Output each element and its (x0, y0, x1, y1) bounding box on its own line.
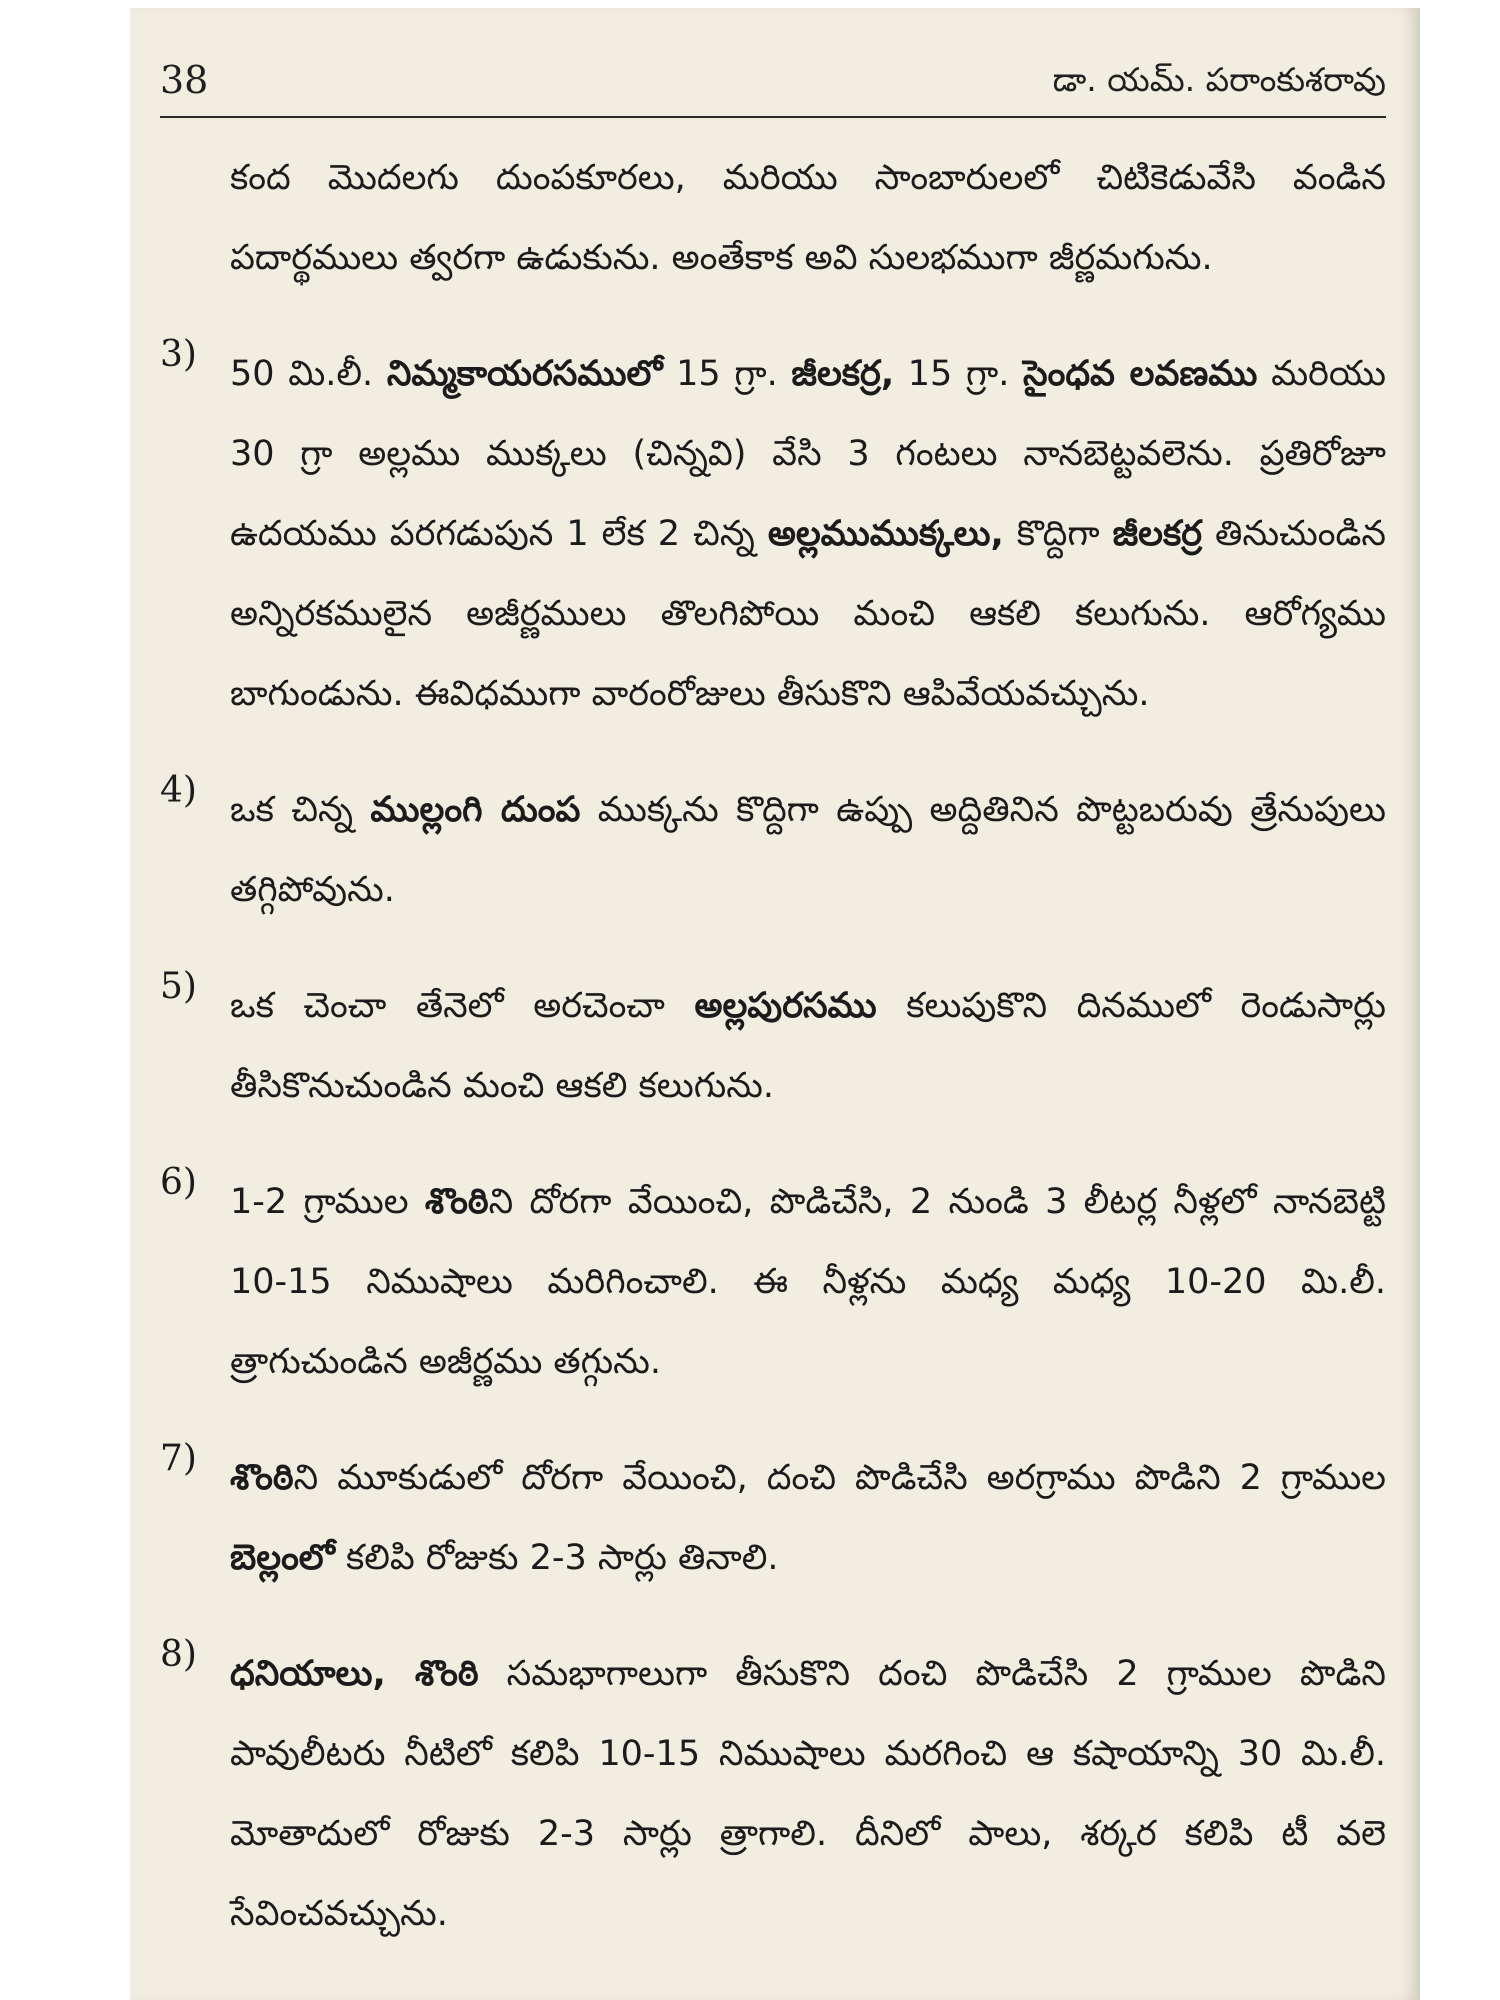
text-run: ముక్కను కొద్దిగా ఉప్పు అద్దితినిన పొట్టబరువు త్రేనుపులు తగ్గిపోవును. (230, 790, 1386, 910)
list-item (160, 966, 1386, 1126)
text-run: 50 మి.లీ. (230, 354, 387, 394)
bold-term: సైంధవ లవణము (1023, 354, 1258, 394)
text-run: మరియు 30 గ్రా అల్లము ముక్కలు (చిన్నవి) వేసి 3 గంటలు నానబెట్టవలెను. ప్రతిరోజూ ఉదయము పరగడుపున 1 లేక 2 చిన్న (230, 354, 1386, 554)
item-text (230, 770, 1386, 930)
page-number: 38 (160, 58, 209, 102)
list-item (160, 334, 1386, 734)
list-item (160, 1438, 1386, 1598)
book-page (130, 8, 1420, 2000)
item-text (230, 1634, 1386, 1954)
list-item (160, 1162, 1386, 1402)
bold-term: నిమ్మకాయరసములో (386, 354, 663, 394)
list-item (160, 770, 1386, 930)
text-run: తినుచుండిన అన్నిరకములైన అజీర్ణములు తొలగిపోయి మంచి ఆకలి కలుగును. ఆరోగ్యము బాగుండును. ఈవిధముగా వారంరోజులు తీసుకొని ఆపివేయవచ్చును. (230, 514, 1387, 714)
bold-term: ముల్లంగి దుంప (370, 790, 581, 830)
running-head: డా. యమ్. పరాంకుశరావు (1052, 60, 1386, 99)
item-number: 4) (160, 770, 197, 811)
text-run: 15 గ్రా. (662, 354, 792, 394)
numbered-list (160, 334, 1386, 1954)
item-number: 6) (160, 1162, 197, 1203)
item-number: 7) (160, 1438, 197, 1479)
text-run: కలుపుకొని దినములో రెండుసార్లు తీసికొనుచుండిన మంచి ఆకలి కలుగును. (230, 986, 1386, 1106)
item-text (230, 334, 1386, 734)
bold-term: జీలకర్ర (1112, 514, 1203, 554)
text-run: కలిపి రోజుకు 2-3 సార్లు తినాలి. (334, 1538, 779, 1578)
bold-term: శొంఠి (424, 1182, 489, 1222)
item-text (230, 1162, 1386, 1402)
text-run: ఒక చెంచా తేనెలో అరచెంచా (230, 986, 695, 1026)
text-run: 15 గ్రా. (894, 354, 1024, 394)
bold-term: అల్లపురసము (694, 986, 877, 1026)
bold-term: ధనియాలు, శొంఠి (230, 1654, 479, 1694)
page-header (160, 58, 1386, 118)
page-content (160, 138, 1386, 1990)
text-run: ఒక చిన్న (230, 790, 371, 830)
text-run: సమభాగాలుగా తీసుకొని దంచి పొడిచేసి 2 గ్రాముల పొడిని పావులీటరు నీటిలో కలిపి 10-15 నిముషాలు మరగించి ఆ కషాయాన్ని 30 మి.లీ. మోతాదులో రోజుకు 2-3 సార్లు త్రాగాలి. దీనిలో పాలు, శర్కర కలిపి టీ వలె సేవించవచ్చును. (230, 1654, 1386, 1934)
item-text (230, 1438, 1386, 1598)
bold-term: బెల్లంలో (230, 1538, 335, 1578)
bold-term: శొంఠి (230, 1458, 294, 1498)
text-run: కొద్దిగా (1003, 514, 1113, 554)
text-run: ని దోరగా వేయించి, పొడిచేసి, 2 నుండి 3 లీటర్ల నీళ్లలో నానబెట్టి 10-15 నిముషాలు మరిగించాలి. ఈ నీళ్లను మధ్య మధ్య 10-20 మి.లీ. త్రాగుచుండిన అజీర్ణము తగ్గును. (230, 1182, 1387, 1382)
continuation-paragraph (160, 138, 1386, 298)
bold-term: జీలకర్ర, (791, 354, 895, 394)
list-item (160, 1634, 1386, 1954)
paragraph-text: కంద మొదలగు దుంపకూరలు, మరియు సాంబారులలో చిటికెడువేసి వండిన పదార్థములు త్వరగా ఉడుకును. అంతేకాక అవి సులభముగా జీర్ణమగును. (230, 158, 1386, 278)
item-number: 3) (160, 334, 197, 375)
text-run: ని మూకుడులో దోరగా వేయించి, దంచి పొడిచేసి అరగ్రాము పొడిని 2 గ్రాముల (293, 1458, 1386, 1498)
item-text (230, 966, 1386, 1126)
text-run: 1-2 గ్రాముల (230, 1182, 425, 1222)
item-number: 5) (160, 966, 197, 1007)
bold-term: అల్లముముక్కలు, (767, 514, 1004, 554)
item-number: 8) (160, 1634, 197, 1675)
